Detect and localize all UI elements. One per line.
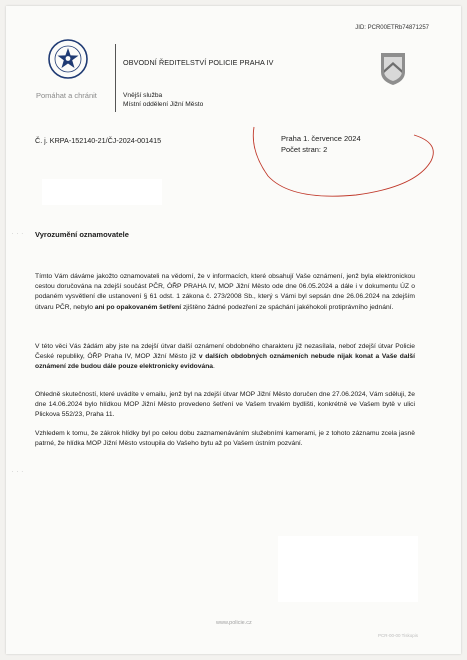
police-logo-icon [48, 39, 88, 79]
text-run: Vzhledem k tomu, že zákrok hlídky byl po celou dobu zaznamenáváním služebními kamerami, je z tohoto záznamu zcela jasně patrné, že hlídka MOP Jižní Město vstoupila do Vašeho bytu až po Vašem ústním pozvání. [35, 430, 415, 448]
document-id: JID: PCR00ETRb74871257 [355, 25, 429, 31]
text-run: V této věci Vás žádám aby jste na zdejší útvar další oznámení obdobného charakteru již nezasílala, neboť zdejší útvar Policie České republiky, ÓŘP Praha IV, MOP Jižní Město již [35, 343, 415, 361]
letter-heading: Vyrozumění oznamovatele [35, 230, 129, 239]
text-run: v dalších obdobných oznámeních nebude nijak konat a Vaše další oznámení zde budou dále pouze elektronicky evidována [35, 353, 415, 371]
text-run: ani po opakovaném šetření [94, 303, 182, 311]
margin-mark: . . . [12, 468, 24, 474]
page-count: Počet stran: 2 [281, 145, 328, 154]
handwritten-annotation [246, 121, 446, 206]
website: www.policie.cz [216, 620, 252, 626]
text-run: Tímto Vám dáváme jakožto oznamovateli na vědomí, že v informacích, které obsahují Vaše oznámení, jenž byla elektronickou cestou doručována na zdejší součást PČR, ÓŘP PRAHA IV, MOP Jižní Město ode dne 06.05.2024 a dále i v dokumentu ÚZ o podaném vysvětlení dle ustanovení § 61 odst. 1 zákona č. 273/2008 Sb., který s Vámi byl sepsán dne 26.06.2024 na zdejším útvaru PČR, nebylo [35, 273, 415, 311]
motto: Pomáhat a chránit [36, 91, 97, 100]
shield-emblem-icon [380, 52, 406, 86]
redacted-recipient [42, 179, 162, 205]
letter-page [6, 6, 461, 654]
paragraph-4 [35, 429, 415, 449]
department-service: Vnější služba [123, 92, 163, 99]
form-code: PCR-00-00 Tiskopis [378, 633, 419, 638]
text-run: zjištěno žádné podezření ze spáchání jakéhokoli protiprávního jednání. [181, 303, 394, 311]
place-date: Praha 1. července 2024 [281, 134, 361, 143]
organization-name: OBVODNÍ ŘEDITELSTVÍ POLICIE PRAHA IV [123, 58, 274, 67]
margin-mark: . . . [12, 230, 24, 236]
text-run: . [213, 363, 215, 371]
reference-number: Č. j. KRPA-152140-21/ČJ-2024-001415 [35, 136, 162, 145]
paragraph-1 [35, 272, 415, 313]
redacted-signature [278, 536, 418, 602]
department-unit: Místní oddělení Jižní Město [123, 101, 204, 108]
paragraph-2 [35, 342, 415, 373]
header-divider [115, 44, 116, 112]
text-run: Ohledně skutečností, které uvádíte v emailu, jenž byl na zdejší útvar MOP Jižní Město doručen dne 27.06.2024, Vám sděluji, že dne 14.06.2024 bylo hlídkou MOP Jižní Město provedeno šetření ve Vašem trvalém bydlišti, konkrétně ve Vašem bytě v ulici Plickova 552/23, Praha 11. [35, 391, 415, 419]
paragraph-3 [35, 390, 415, 421]
